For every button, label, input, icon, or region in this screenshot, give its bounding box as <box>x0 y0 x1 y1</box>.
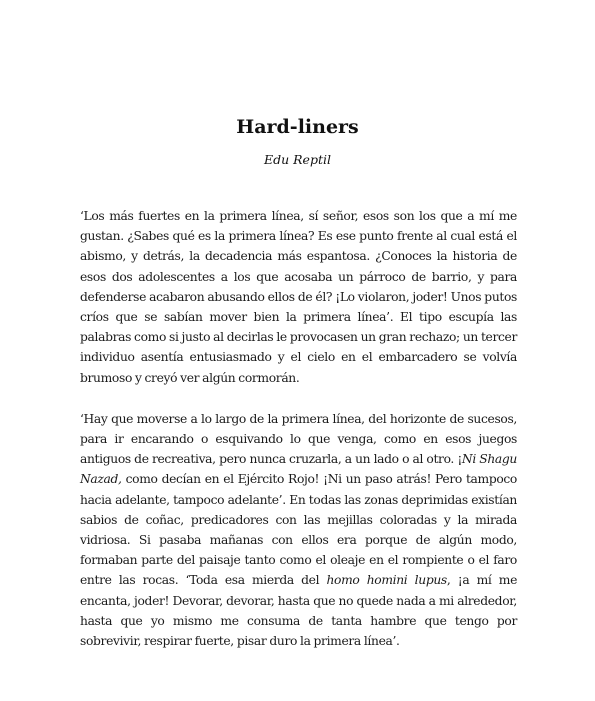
document-body <box>80 206 517 651</box>
paragraph-2-text-2: como decían en el Ejército Rojo! ¡Ni un paso atrás! Pero tampoco hacia adelante, tampoco adelante’. En todas las zonas deprimidas existían sabios de coñac, predicadores con las mejillas coloradas y la mirada vidriosa. Si pasaba mañanas con ellos era porque de algún modo, formaban parte del paisaje tanto como el oleaje en el rompiente o el faro entre las rocas. ‘Toda esa mierda del <box>80 472 517 588</box>
paragraph-2-text-1: ‘Hay que moverse a lo largo de la primera línea, del horizonte de sucesos, para ir encarando o esquivando lo que venga, como en esos juegos antiguos de recreativa, pero nunca cruzarla, a un lado o al otro. ¡ <box>80 411 517 467</box>
document-author: Edu Reptil <box>264 152 331 167</box>
document-title: Hard-liners <box>236 116 359 138</box>
paragraph-2 <box>80 409 517 651</box>
paragraph-2-text-3: , ¡a mí me encanta, joder! Devorar, devorar, hasta que no quede nada a mi alrededor, hasta que yo mismo me consuma de tanta hambre que tengo por sobrevivir, respirar fuerte, pisar duro la primera línea’. <box>80 573 518 649</box>
paragraph-2-italic-1: Ni Shagu Nazad, <box>80 452 517 487</box>
paragraph-1: ‘Los más fuertes en la primera línea, sí señor, esos son los que a mí me gustan. ¿Sabes qué es la primera línea? Es ese punto frente al cual está el abismo, y detrás, la decadencia más espantosa. ¿Conoces la historia de esos dos adolescentes a los que acosaba un párroco de barrio, y para defenderse acabaron abusando ellos de él? ¡Lo violaron, joder! Unos putos críos que se sabían mover bien la primera línea’. El tipo escupía las palabras como si justo al decirlas le provocasen un gran rechazo; un tercer individuo asentía entusiasmado y el cielo en el embarcadero se volvía brumoso y creyó ver algún cormorán. <box>80 209 517 385</box>
paragraph-2-italic-2: homo homini lupus <box>326 573 447 588</box>
